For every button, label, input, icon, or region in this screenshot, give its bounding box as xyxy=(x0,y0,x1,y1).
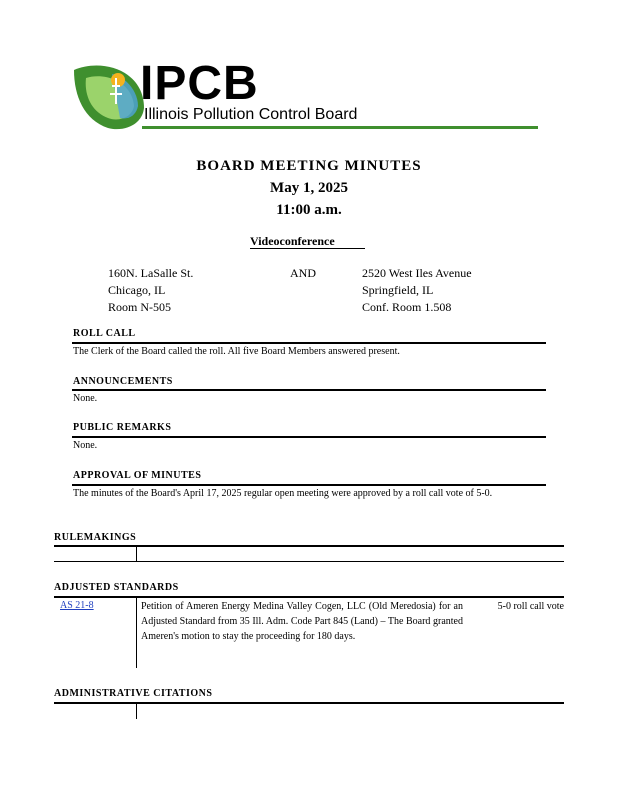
rulemakings-column-divider xyxy=(136,546,137,562)
document-title: BOARD MEETING MINUTES xyxy=(196,158,422,174)
chicago-address-line: 160N. LaSalle St. xyxy=(108,266,194,280)
approval-heading: APPROVAL OF MINUTES xyxy=(73,470,202,481)
chicago-location xyxy=(108,265,193,316)
case-vote: 5-0 roll call vote xyxy=(497,601,564,612)
public-remarks-text: None. xyxy=(73,440,98,451)
adjusted-standards-heading: ADJUSTED STANDARDS xyxy=(54,582,179,593)
rulemakings-heading: RULEMAKINGS xyxy=(54,532,137,543)
meeting-date: May 1, 2025 xyxy=(270,180,348,196)
public-remarks-divider xyxy=(72,436,546,438)
springfield-address-line: 2520 West Iles Avenue xyxy=(362,266,472,280)
case-description: Petition of Ameren Energy Medina Valley Cogen, LLC (Old Meredosia) for an Adjusted Standard from 35 Ill. Adm. Code Part 845 (Land) – The Board granted Ameren's motion to stay the proceeding for 180 days. xyxy=(141,601,463,642)
logo-subtitle: Illinois Pollution Control Board xyxy=(144,106,358,123)
chicago-city-line: Chicago, IL xyxy=(108,283,166,297)
rulemakings-divider xyxy=(54,545,564,547)
case-number-link[interactable]: AS 21-8 xyxy=(60,600,94,611)
announcements-divider xyxy=(72,389,546,391)
administrative-citations-divider xyxy=(54,702,564,704)
roll-call-heading: ROLL CALL xyxy=(73,328,136,339)
location-type: Videoconference xyxy=(250,234,335,248)
location-connector: AND xyxy=(290,266,316,280)
administrative-citations-heading: ADMINISTRATIVE CITATIONS xyxy=(54,688,213,699)
announcements-text: None. xyxy=(73,393,98,404)
springfield-room-line: Conf. Room 1.508 xyxy=(362,300,452,314)
logo-underline xyxy=(142,126,538,129)
location-type-underline xyxy=(250,248,365,249)
administrative-citations-column-divider xyxy=(136,703,137,719)
meeting-time: 11:00 a.m. xyxy=(276,202,342,218)
chicago-room-line: Room N-505 xyxy=(108,300,171,314)
public-remarks-heading: PUBLIC REMARKS xyxy=(73,422,172,433)
springfield-city-line: Springfield, IL xyxy=(362,283,434,297)
announcements-heading: ANNOUNCEMENTS xyxy=(73,376,173,387)
springfield-location xyxy=(362,265,472,316)
logo-wordmark: IPCB xyxy=(140,57,259,110)
approval-text: The minutes of the Board's April 17, 2025 regular open meeting were approved by a roll call vote of 5-0. xyxy=(73,488,493,499)
roll-call-text: The Clerk of the Board called the roll. All five Board Members answered present. xyxy=(73,346,400,357)
adjusted-standards-column-divider xyxy=(136,598,137,668)
adjusted-standards-divider xyxy=(54,596,564,598)
rulemakings-bottom-rule xyxy=(54,561,564,562)
